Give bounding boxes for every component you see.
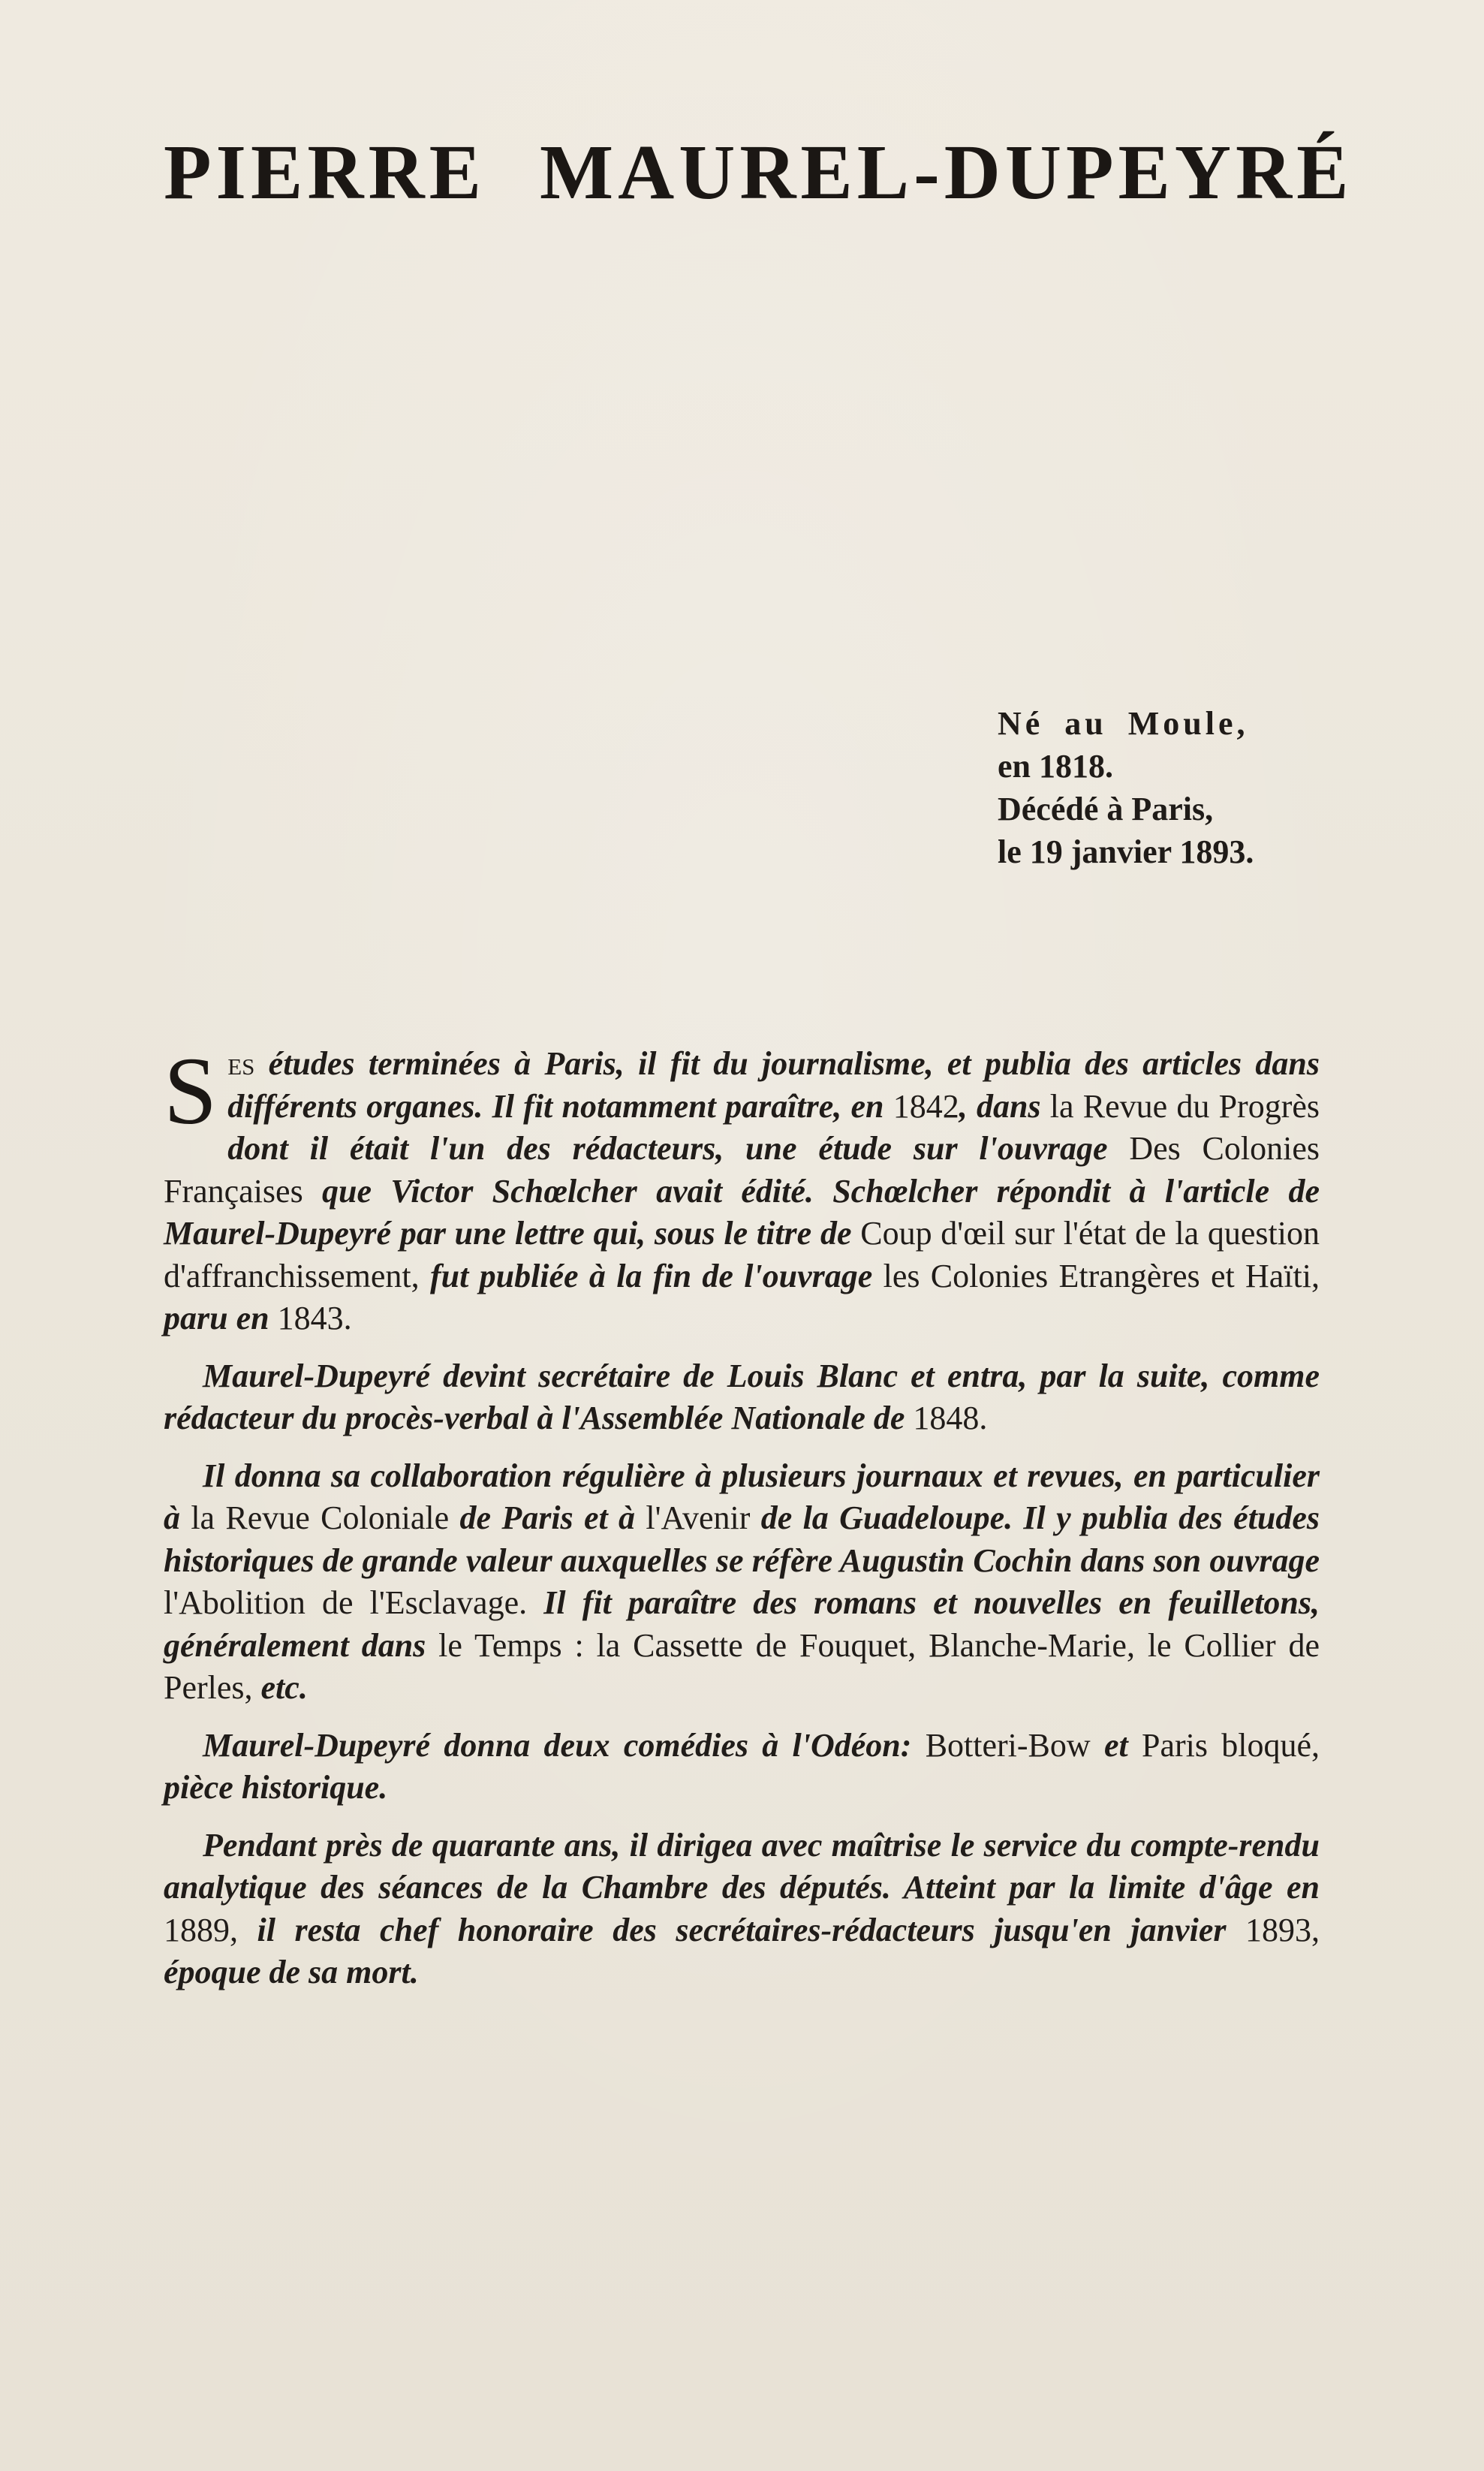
drop-cap: S [164,1038,218,1144]
biographical-note [998,702,1320,873]
text-run: les Colonies Etrangères et Haïti, [883,1257,1320,1294]
text-run: , dans [959,1087,1050,1125]
text-run: que Victor Schœlcher avait édité. Schœlcher répondit à l'article de Maurel-Dupeyré par une lettre qui, sous le titre de [164,1172,1320,1252]
paragraph [164,1825,1320,1994]
paragraph [164,1455,1320,1710]
paragraph [164,1725,1320,1810]
text-run: Il fit paraître des romans et nouvelles en feuilletons, généralement dans [164,1584,1320,1664]
lead-in: es [227,1045,255,1082]
text-run: l'Avenir [646,1499,751,1536]
text-run: pièce historique. [164,1769,388,1806]
text-run: etc. [252,1669,308,1706]
text-run: Il donna sa collaboration régulière à plusieurs journaux et revues, en particulier à [164,1457,1320,1536]
text-run: 1848. [913,1400,988,1436]
text-run: de la Guadeloupe. Il y publia des études historiques de grande valeur auxquelles se réfère Augustin Cochin dans son ouvrage [164,1499,1320,1579]
text-run: l'Abolition de l'Esclavage. [164,1584,528,1621]
text-run: époque de sa mort. [164,1954,419,1990]
text-run: paru en [164,1300,278,1336]
text-run: fut publiée à la fin de l'ouvrage [419,1257,883,1294]
text-run: le Temps : la Cassette de Fouquet, Blanche-Marie, le Collier de Perles, [164,1626,1320,1706]
paragraph [164,1038,1320,1340]
text-run: Paris bloqué, [1141,1726,1320,1764]
text-run: Maurel-Dupeyré devint secrétaire de Louis Blanc et entra, par la suite, comme rédacteur du procès-verbal à l'Assemblée Nationale de [164,1357,1320,1436]
paragraph [164,1355,1320,1440]
death-place: Décédé à Paris, [998,791,1214,827]
text-run: 1843. [277,1300,352,1336]
birth-year: en 1818. [998,748,1113,785]
text-run: Coup d'œil sur l'état de la question d'affranchissement, [164,1215,1320,1294]
text-run: Des Colonies Françaises [164,1130,1320,1210]
birth-place: Né au Moule, [998,705,1249,742]
text-run: 1842 [893,1087,959,1125]
text-run: de Paris et à [449,1499,646,1536]
text-run: la Revue du Progrès [1049,1087,1320,1125]
text-run: Pendant près de quarante ans, il dirigea avec maîtrise le service du compte-rendu analytique des séances de la Chambre des députés. Atteint par la limite d'âge en [164,1826,1320,1906]
text-run: dont il était l'un des rédacteurs, une étude sur l'ouvrage [227,1130,1130,1167]
text-run: 1889, [164,1911,238,1948]
text-run: la Revue Coloniale [191,1499,450,1536]
text-run: Botteri-Bow [925,1726,1091,1764]
death-date: le 19 janvier 1893. [998,833,1254,870]
biography-text [164,1038,1320,2009]
page-title: PIERRE MAUREL-DUPEYRÉ [164,129,1353,215]
text-run: Maurel-Dupeyré donna deux comédies à l'Odéon: [203,1726,926,1764]
text-run: et [1090,1726,1142,1764]
text-run: il resta chef honoraire des secrétaires-rédacteurs jusqu'en janvier [238,1911,1245,1948]
text-run: 1893, [1245,1911,1320,1948]
text-run: études terminées à Paris, il fit du journalisme, et publia des articles dans différents organes. Il fit notamment paraître, en [227,1045,1320,1125]
